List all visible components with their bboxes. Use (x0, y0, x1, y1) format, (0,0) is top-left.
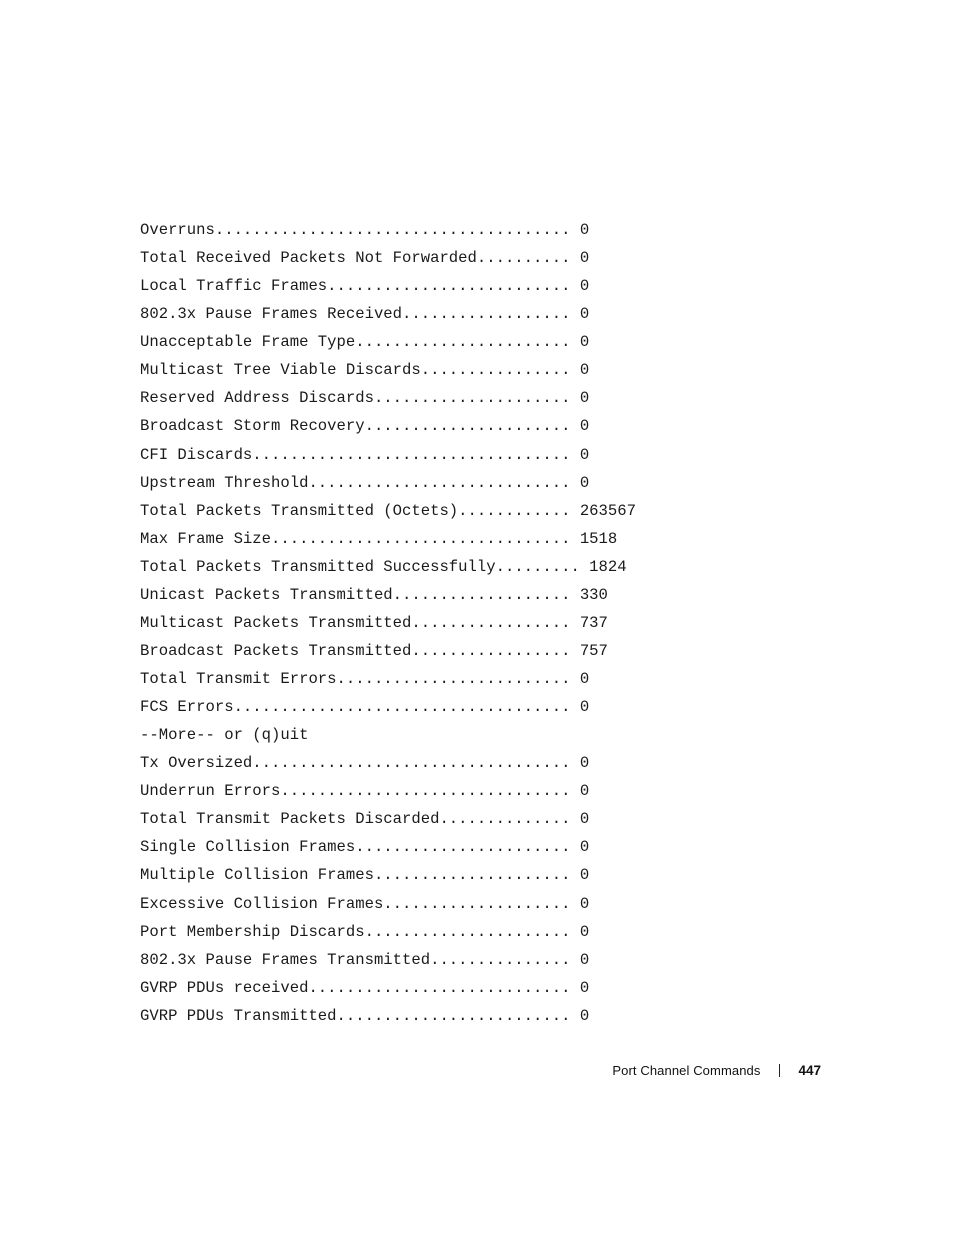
cli-line: Total Packets Transmitted (Octets)............ 263567 (140, 501, 636, 520)
footer-section-title: Port Channel Commands (612, 1062, 761, 1078)
cli-output-block (140, 216, 636, 1030)
cli-line: Max Frame Size................................ 1518 (140, 529, 618, 548)
cli-line: GVRP PDUs received............................ 0 (140, 978, 590, 997)
cli-line: Excessive Collision Frames.................... 0 (140, 894, 590, 913)
cli-line: Single Collision Frames....................... 0 (140, 838, 590, 857)
cli-line: Port Membership Discards...................... 0 (140, 922, 590, 941)
cli-line: Upstream Threshold............................ 0 (140, 473, 590, 492)
cli-line: Broadcast Storm Recovery...................... 0 (140, 417, 590, 436)
cli-line: Total Received Packets Not Forwarded.......... 0 (140, 249, 590, 268)
cli-line: GVRP PDUs Transmitted......................... 0 (140, 1006, 590, 1025)
cli-line: Total Transmit Packets Discarded.............. 0 (140, 810, 590, 829)
footer-divider (779, 1064, 780, 1077)
cli-line: Unicast Packets Transmitted................... 330 (140, 585, 608, 604)
cli-line: Local Traffic Frames.......................... 0 (140, 277, 590, 296)
cli-line: 802.3x Pause Frames Received.................. 0 (140, 305, 590, 324)
cli-line: CFI Discards.................................. 0 (140, 445, 590, 464)
cli-line: Overruns...................................... 0 (140, 221, 590, 239)
cli-line: Multiple Collision Frames..................... 0 (140, 866, 590, 885)
cli-line: Total Transmit Errors......................... 0 (140, 670, 590, 688)
cli-line: Unacceptable Frame Type....................... 0 (140, 333, 590, 352)
cli-line: FCS Errors.................................... 0 (140, 698, 590, 717)
cli-line: Multicast Tree Viable Discards................ 0 (140, 361, 590, 380)
cli-line: Tx Oversized.................................. 0 (140, 754, 590, 773)
cli-line: Broadcast Packets Transmitted................. 757 (140, 641, 608, 660)
page-number: 447 (798, 1062, 821, 1078)
cli-more-prompt: --More-- or (q)uit (140, 726, 309, 745)
page-footer (612, 1060, 821, 1080)
cli-line: Reserved Address Discards..................... 0 (140, 389, 590, 408)
cli-line: Underrun Errors............................... 0 (140, 782, 590, 801)
cli-line: 802.3x Pause Frames Transmitted............... 0 (140, 950, 590, 969)
cli-line: Total Packets Transmitted Successfully......... 1824 (140, 557, 627, 576)
cli-line: Multicast Packets Transmitted................. 737 (140, 613, 608, 632)
